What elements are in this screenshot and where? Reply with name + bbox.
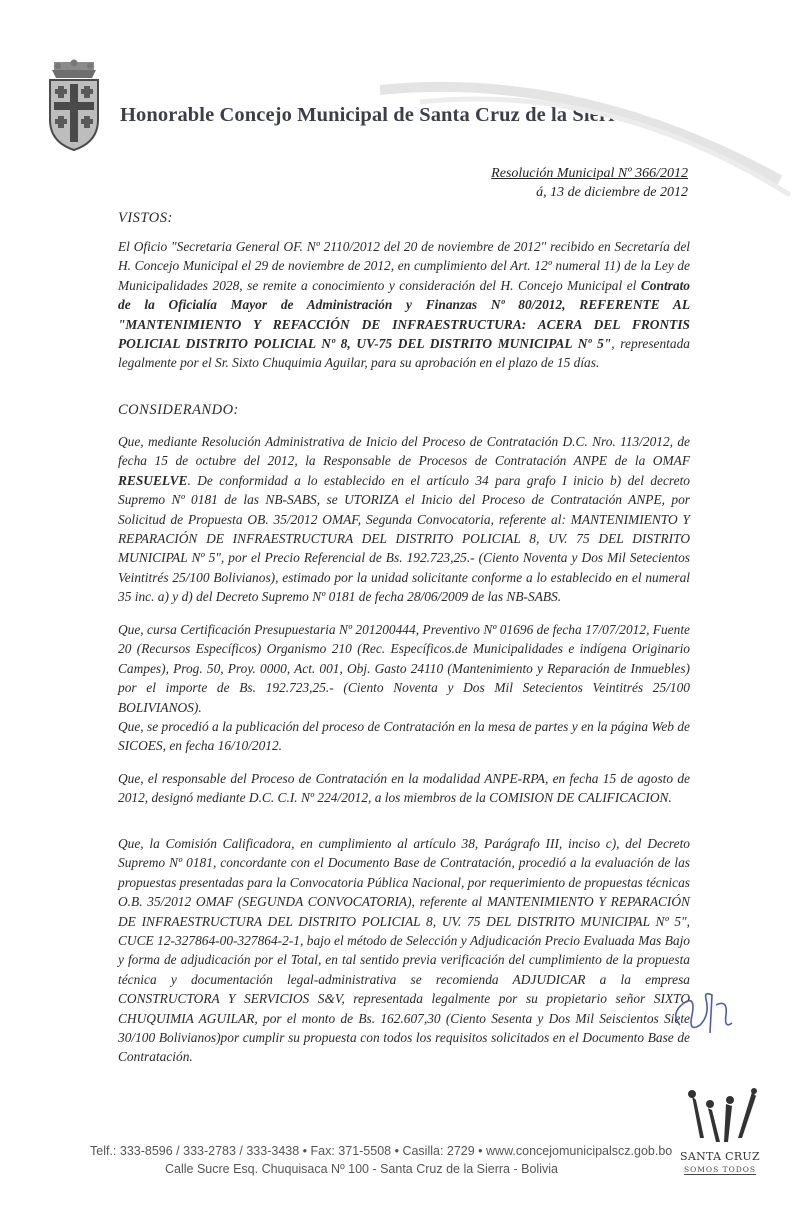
organization-title: Honorable Concejo Municipal de Santa Cruz de la Sierra: [120, 104, 628, 126]
resolution-number: Resolución Municipal Nº 366/2012: [491, 166, 688, 181]
logo-name: SANTA CRUZ: [680, 1150, 760, 1163]
logo-tagline: SOMOS TODOS: [683, 1165, 757, 1174]
considerando-paragraph-4: Que, el responsable del Proceso de Contratación en la modalidad ANPE-RPA, en fecha 15 de agosto de 2012, designó mediante D.C. C.I. Nº 224/2012, a los miembros de la COMISION DE CALIFICACION.: [118, 771, 690, 806]
footer-address: Calle Sucre Esq. Chuquisaca Nº 100 - Santa Cruz de la Sierra - Bolivia: [165, 1162, 558, 1176]
vistos-heading: VISTOS:: [118, 210, 173, 226]
considerando-heading: CONSIDERANDO:: [118, 402, 239, 418]
coat-of-arms-icon: [42, 58, 106, 152]
considerando-paragraph-5: Que, la Comisión Calificadora, en cumplimiento al artículo 38, Parágrafo III, inciso c), del Decreto Supremo Nº 0181, concordante con el Documento Base de Contratación, procedió a la evaluación de las propuestas presentadas para la Convocatoria Pública Nacional, por requerimiento de propuestas técnicas O.B. 35/2012 OMAF (SEGUNDA CONVOCATORIA), referente al MANTENIMIENTO Y REPARACIÓN DE INFRAESTRUCTURA DEL DISTRITO POLICIAL 8, UV. 75 DEL DISTRITO MUNICIPAL Nº 5", CUCE 12-327864-00-327864-2-1, bajo el método de Selección y Adjudicación Precio Evaluada Mas Bajo y forma de adjudicación por el Total, en tal sentido previa verificación del cumplimiento de la propuesta técnica y documentación legal-administrativa se recomienda ADJUDICAR a la empresa CONSTRUCTORA Y SERVICIOS S&V, representada legalmente por su propietario señor SIXTO CHUQUIMIA AGUILAR, por el monto de Bs. 162.607,30 (Ciento Sesenta y Dos Mil Seiscientos Siete 30/100 Bolivianos)por cumplir su propuesta con todos los requisitos solicitados en el Documento Base de Contratación.: [118, 836, 690, 1065]
footer-contact: Telf.: 333-8596 / 333-2783 / 333-3438 • Fax: 371-5508 • Casilla: 2729 • www.concejomunicipalscz.gob.bo: [90, 1144, 673, 1158]
considerando-paragraph-3: Que, se procedió a la publicación del proceso de Contratación en la mesa de partes y en la página Web de SICOES, en fecha 16/10/2012.: [118, 719, 690, 754]
signature-icon: [666, 985, 738, 1045]
considerando-paragraph-2: Que, cursa Certificación Presupuestaria Nº 201200444, Preventivo Nº 01696 de fecha 17/07/2012, Fuente 20 (Recursos Específicos) Organismo 210 (Rec. Específicos.de Municipalidades e indígena Originario Campes), Prog. 50, Proy. 0000, Act. 001, Obj. Gasto 24110 (Mantenimiento y Reparación de Inmuebles) por el importe de Bs. 192.723,25.- (Ciento Noventa y Dos Mil Setecientos Veintitrés 25/100 BOLIVIANOS).: [118, 622, 690, 715]
santa-cruz-logo-icon: [682, 1088, 762, 1150]
resolution-date: á, 13 de diciembre de 2012: [536, 185, 688, 200]
considerando-paragraph-1: Que, mediante Resolución Administrativa de Inicio del Proceso de Contratación D.C. Nro. 113/2012, de fecha 15 de octubre del 2012, la Responsable de Procesos de Contratación ANPE de la OMAF RESUELVE. De conformidad a lo establecido en el artículo 34 para grafo I inicio b) del decreto Supremo Nº 0181 de las NB-SABS, se UTORIZA el Inicio del Proceso de Contratación ANPE, por Solicitud de Propuesta OB. 35/2012 OMAF, Segunda Convocatoria, referente al: MANTENIMIENTO Y REPARACIÓN DE INFRAESTRUCTURA DEL DISTRITO POLICIAL 8, UV. 75 DEL DISTRITO MUNICIPAL Nº 5", por el Precio Referencial de Bs. 192.723,25.- (Ciento Noventa y Dos Mil Setecientos Veintitrés 25/100 Bolivianos), estimado por la unidad solicitante conforme a lo establecido en el numeral 35 inc. a) y d) del Decreto Supremo Nº 0181 de fecha 28/06/2009 de las NB-SABS.: [118, 434, 690, 605]
vistos-paragraph: El Oficio "Secretaria General OF. Nº 2110/2012 del 20 de noviembre de 2012" recibido en Secretaría del H. Concejo Municipal el 29 de noviembre de 2012, en cumplimiento del Art. 12º numeral 11) de la Ley de Municipalidades 2028, se remite a conocimiento y consideración del H. Concejo Municipal el Contrato de la Oficialía Mayor de Administración y Finanzas Nº 80/2012, REFERENTE AL "MANTENIMIENTO Y REFACCIÓN DE INFRAESTRUCTURA: ACERA DEL FRONTIS POLICIAL DISTRITO POLICIAL Nº 8, UV-75 DEL DISTRITO MUNICIPAL Nº 5", representada legalmente por el Sr. Sixto Chuquimia Aguilar, para su aprobación en el plazo de 15 días.: [118, 239, 690, 371]
